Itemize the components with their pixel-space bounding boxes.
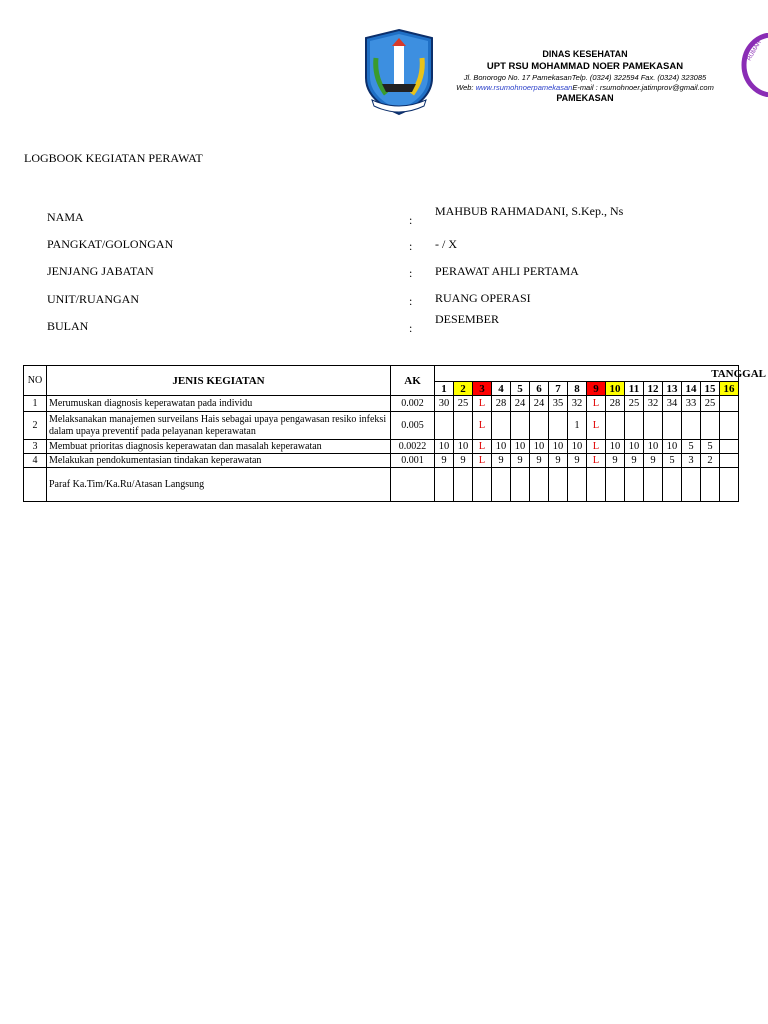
header-address: Jl. Bonorogo No. 17 PamekasanTelp. (0324) 322594 Fax. (0324) 323085 [463,73,707,82]
day-cell: 35 [549,396,568,412]
day-header: 12 [644,382,663,396]
day-cell [549,412,568,440]
day-cell [625,412,644,440]
day-header: 11 [625,382,644,396]
signature-cell[interactable] [549,468,568,502]
day-cell: 10 [663,440,682,454]
day-cell [454,412,473,440]
header-date-text: TANGGAL [711,367,766,380]
table-row [24,412,739,440]
signature-cell[interactable] [435,468,454,502]
day-header: 10 [606,382,625,396]
day-cell: 32 [644,396,663,412]
day-cell [720,440,739,454]
day-cell [682,412,701,440]
day-header: 6 [530,382,549,396]
day-header: 16 [720,382,739,396]
header-date [435,366,766,382]
row-no: 2 [24,412,47,440]
day-cell [720,396,739,412]
signature-cell[interactable] [644,468,663,502]
header-unit: UPT RSU MOHAMMAD NOER PAMEKASAN [486,61,684,72]
logbook-table-container [23,365,768,515]
identity-colon: : [409,321,413,335]
signature-label: Paraf Ka.Tim/Ka.Ru/Atasan Langsung [47,468,391,502]
day-header: 5 [511,382,530,396]
signature-cell[interactable] [625,468,644,502]
day-cell: L [587,396,606,412]
day-cell: 33 [682,396,701,412]
row-activity: Melakukan pendokumentasian tindakan keperawatan [47,454,391,468]
row-no: 4 [24,454,47,468]
day-cell: 9 [625,454,644,468]
email-text: E-mail : rsumohnoer.jatimprov@gmail.com [572,83,714,92]
row-ak: 0.001 [391,454,435,468]
web-link[interactable]: www.rsumohnoerpamekasan [475,83,573,92]
day-cell: 2 [701,454,720,468]
day-cell: 28 [606,396,625,412]
day-cell: 9 [644,454,663,468]
day-cell: 9 [435,454,454,468]
header-activity: JENIS KEGIATAN [47,366,391,396]
day-cell: 3 [682,454,701,468]
day-cell: 10 [606,440,625,454]
header-no: NO [24,366,47,396]
day-cell: 9 [511,454,530,468]
signature-cell[interactable] [587,468,606,502]
day-cell: L [587,454,606,468]
day-cell: 9 [530,454,549,468]
table-row [24,396,739,412]
day-cell [606,412,625,440]
row-ak: 0.002 [391,396,435,412]
hospital-badge-logo [740,33,768,97]
identity-value-bulan: DESEMBER [435,312,500,326]
day-cell: L [587,440,606,454]
header-contact [440,83,730,92]
logbook-table [23,365,766,502]
signature-cell[interactable] [606,468,625,502]
day-cell: 5 [701,440,720,454]
row-activity: Melaksanakan manajemen surveilans Hais sebagai upaya pengawasan resiko infeksi dalam upaya preventif pada pelayanan keperawatan [47,412,391,440]
identity-label-jenjang: JENJANG JABATAN [47,264,154,278]
day-cell: L [587,412,606,440]
day-cell: 9 [606,454,625,468]
identity-colon: : [409,213,413,227]
day-cell: L [473,440,492,454]
signature-cell[interactable] [663,468,682,502]
header-org: DINAS KESEHATAN [542,49,628,59]
badge-text: RUMAH [746,39,763,62]
signature-cell[interactable] [454,468,473,502]
day-cell: 30 [435,396,454,412]
day-header: 2 [454,382,473,396]
day-cell: 10 [530,440,549,454]
day-cell: 9 [549,454,568,468]
day-cell: 24 [511,396,530,412]
day-cell: L [473,412,492,440]
day-cell [511,412,530,440]
day-header: 4 [492,382,511,396]
day-header: 1 [435,382,454,396]
header-ak: AK [391,366,435,396]
page-title: LOGBOOK KEGIATAN PERAWAT [24,151,203,165]
identity-value-pangkat: - / X [435,237,457,251]
day-header: 15 [701,382,720,396]
day-cell [663,412,682,440]
identity-colon: : [409,239,413,253]
signature-cell[interactable] [682,468,701,502]
identity-label-nama: NAMA [47,210,84,224]
day-cell: 10 [625,440,644,454]
day-header: 9 [587,382,606,396]
signature-cell[interactable] [492,468,511,502]
day-cell: 10 [549,440,568,454]
day-cell: 10 [492,440,511,454]
day-cell: 32 [568,396,587,412]
identity-value-unit: RUANG OPERASI [435,291,531,305]
day-cell: 10 [568,440,587,454]
signature-row [24,468,739,502]
day-cell: 5 [682,440,701,454]
signature-cell[interactable] [391,468,435,502]
signature-cell[interactable] [530,468,549,502]
signature-cell[interactable] [568,468,587,502]
day-cell: 1 [568,412,587,440]
signature-no-cell [24,468,47,502]
identity-colon: : [409,266,413,280]
day-cell: 5 [663,454,682,468]
row-activity: Membuat prioritas diagnosis keperawatan dan masalah keperawatan [47,440,391,454]
day-header: 14 [682,382,701,396]
day-cell: L [473,396,492,412]
day-cell: 25 [625,396,644,412]
signature-cell[interactable] [473,468,492,502]
identity-label-pangkat: PANGKAT/GOLONGAN [47,237,174,251]
east-java-emblem-logo [362,28,436,116]
identity-value-nama: MAHBUB RAHMADANI, S.Kep., Ns [435,204,624,218]
day-cell [720,454,739,468]
day-cell: 25 [454,396,473,412]
day-cell: 10 [511,440,530,454]
signature-cell[interactable] [511,468,530,502]
row-ak: 0.005 [391,412,435,440]
day-cell: 25 [701,396,720,412]
identity-label-bulan: BULAN [47,319,89,333]
day-cell: 10 [435,440,454,454]
day-header: 7 [549,382,568,396]
identity-label-unit: UNIT/RUANGAN [47,292,139,306]
web-prefix: Web: [456,83,476,92]
row-ak: 0.0022 [391,440,435,454]
signature-cell[interactable] [720,468,739,502]
day-cell: 9 [568,454,587,468]
day-cell: 10 [454,440,473,454]
day-cell: L [473,454,492,468]
day-cell: 9 [454,454,473,468]
day-cell [530,412,549,440]
day-cell: 9 [492,454,511,468]
identity-colon: : [409,294,413,308]
day-cell [644,412,663,440]
day-cell: 28 [492,396,511,412]
day-cell: 34 [663,396,682,412]
header-city: PAMEKASAN [556,93,614,103]
row-no: 1 [24,396,47,412]
day-cell [435,412,454,440]
table-body [24,396,739,502]
day-cell [720,412,739,440]
identity-value-jenjang: PERAWAT AHLI PERTAMA [435,264,579,278]
row-no: 3 [24,440,47,454]
signature-cell[interactable] [701,468,720,502]
day-header: 8 [568,382,587,396]
day-cell: 24 [530,396,549,412]
row-activity: Merumuskan diagnosis keperawatan pada individu [47,396,391,412]
table-row [24,454,739,468]
day-header: 3 [473,382,492,396]
table-row [24,440,739,454]
day-cell [701,412,720,440]
day-cell [492,412,511,440]
day-cell: 10 [644,440,663,454]
day-header: 13 [663,382,682,396]
